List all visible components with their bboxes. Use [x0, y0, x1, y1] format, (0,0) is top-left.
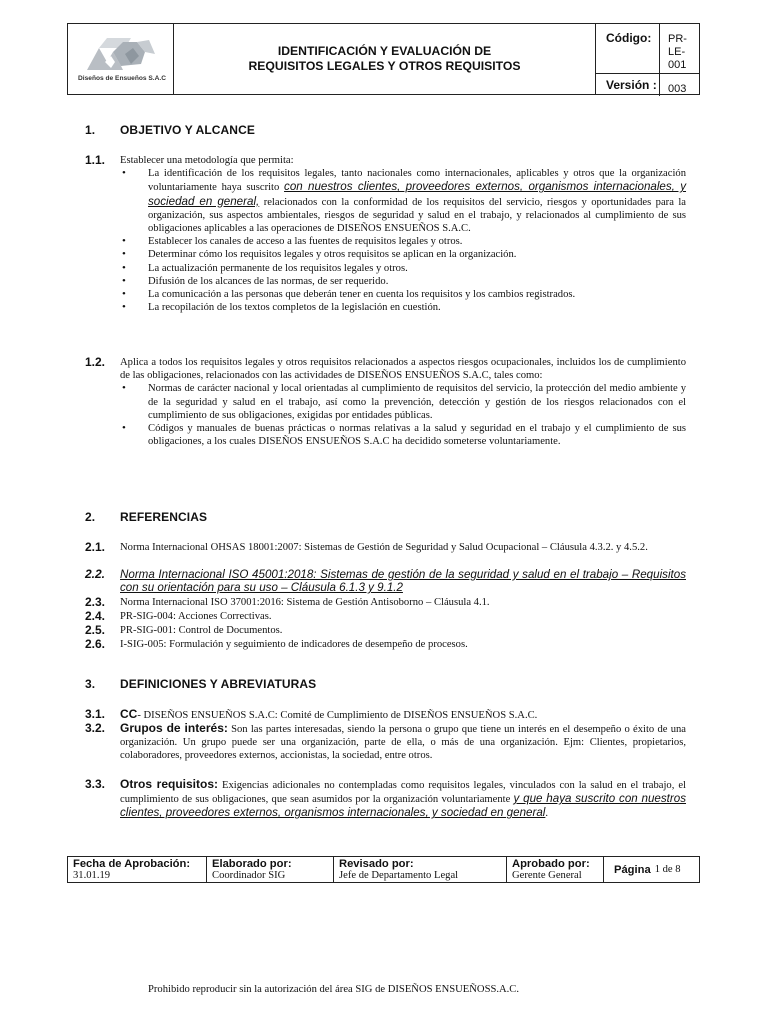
definition-term: Grupos de interés: — [120, 721, 228, 735]
reference-2-1 — [85, 541, 686, 554]
list-item: • Normas de carácter nacional y local orientadas al cumplimiento de requisitos del servicio, la protección del medio ambiente y de la seguridad y salud en el trabajo, así como la prevención, detección y gestión de los riesgos relacionados con el cumplimiento de sus obligaciones, exigidas por entidades públicas. — [120, 382, 686, 422]
document-title — [174, 24, 596, 94]
company-logo-text: Diseños de Ensueños S.A.C — [78, 75, 166, 82]
reference-2-2 — [85, 568, 686, 594]
version-label: Versión : — [596, 74, 660, 96]
clause-intro: Aplica a todos los requisitos legales y otros requisitos relacionados a aspectos riesgos ocupacionales, incluidos los de cumplimiento de las obligaciones, relacionados con las actividades de DISEÑOS ENSUEÑOS S.A.C, tales como: — [120, 357, 686, 382]
section-title: OBJETIVO Y ALCANCE — [120, 123, 255, 137]
scope-list — [120, 382, 686, 448]
reviewed-by-cell: Revisado por: Jefe de Departamento Legal — [334, 857, 507, 882]
company-logo-icon — [85, 38, 157, 70]
section-title: DEFINICIONES Y ABREVIATURAS — [120, 677, 317, 691]
section-1-heading — [85, 124, 255, 137]
section-title: REFERENCIAS — [120, 510, 208, 524]
approved-by-cell: Aprobado por: Gerente General — [507, 857, 604, 882]
reference-2-4 — [85, 610, 686, 623]
reference-2-6 — [85, 638, 686, 651]
reference-number: 2.5. — [85, 623, 106, 637]
definition-number: 3.2. — [85, 721, 106, 735]
document-meta — [596, 24, 699, 94]
reference-text: Norma Internacional ISO 37001:2016: Sistema de Gestión Antisoborno – Cláusula 4.1. — [120, 597, 490, 608]
definition-text: CC- DISEÑOS ENSUEÑOS S.A.C: Comité de Cumplimiento de DISEÑOS ENSUEÑOS S.A.C. — [120, 707, 538, 721]
title-line-1: IDENTIFICACIÓN Y EVALUACIÓN DE — [277, 44, 492, 58]
reference-2-3 — [85, 596, 686, 609]
list-item: • La actualización permanente de los requisitos legales y otros. — [120, 262, 686, 275]
document-header — [67, 23, 700, 95]
reviewed-by: Jefe de Departamento Legal — [339, 870, 459, 881]
code-label: Código: — [596, 24, 660, 73]
reference-text: Norma Internacional ISO 45001:2018: Sistemas de gestión de la seguridad y salud en el trabajo – Requisitos con su orientación para su uso – Cláusula 6.1.3 y 9.1.2 — [120, 568, 686, 595]
clause-1-2 — [85, 356, 686, 448]
reference-2-5 — [85, 624, 686, 637]
approval-date-cell: Fecha de Aprobación: 31.01.19 — [68, 857, 207, 882]
reference-number: 2.4. — [85, 609, 106, 623]
section-3-heading — [85, 678, 316, 691]
prepared-by: Coordinador SIG — [212, 870, 286, 881]
list-item: • La identificación de los requisitos legales, tanto nacionales como internacionales, aplicables y otros que la organización voluntariamente haya suscrito con nuestros clientes, proveedores externos, organismos internacionales, y sociedad en general, relacionados con la conformidad de los requisitos del servicio, riesgos y oportunidades para la organización, sus aspectos ambientales, riesgos de seguridad y salud en el trabajo, y relacionados al cumplimiento de sus obligaciones aplicables a las operaciones de DISEÑOS ENSUEÑOS S.A.C. — [120, 167, 686, 235]
objective-list — [120, 167, 686, 314]
definition-term: CC — [120, 707, 138, 721]
section-2-heading — [85, 511, 207, 524]
reference-number: 2.3. — [85, 595, 106, 609]
definition-number: 3.3. — [85, 777, 106, 791]
version-value: 003 — [668, 82, 687, 95]
list-item: • Determinar cómo los requisitos legales y otros requisitos se aplican en la organización. — [120, 248, 686, 261]
list-item: • Difusión de los alcances de las normas, de ser requerido. — [120, 275, 686, 288]
definition-3-2 — [85, 722, 686, 763]
definition-number: 3.1. — [85, 707, 106, 721]
definition-text: Otros requisitos: Exigencias adicionales no contempladas como requisitos legales, vinculados con la salud en el trabajo, el cumplimiento de sus obligaciones, que sean asumidos por la organización voluntariamente y que haya suscrito con nuestros clientes, proveedores externos, organismos internacionales, y sociedad en general. — [120, 777, 687, 820]
prepared-by-cell: Elaborado por: Coordinador SIG — [207, 857, 334, 882]
list-item: • Códigos y manuales de buenas prácticas o normas relativas a la salud y seguridad en el trabajo y el cumplimiento de sus obligaciones, a los cuales DISEÑOS ENSUEÑOS S.A.C ha decidido someterse voluntariamente. — [120, 422, 686, 448]
page-number: 1 de 8 — [654, 863, 681, 875]
approval-table — [67, 856, 700, 883]
clause-intro: Establecer una metodología que permita: — [120, 155, 294, 166]
definition-term-2: DISEÑOS ENSUEÑOS S.A.C: — [143, 710, 278, 721]
definition-term: Otros requisitos: — [120, 777, 219, 791]
definition-text: Grupos de interés: Son las partes interesadas, siendo la persona o grupo que tiene un interés en el desempeño o éxito de una organización. Un grupo puede ser una organización, parte de ella, o más de una organización. Ejm: Clientes, propietarios, colaboradores, proveedores externos, accionistas, la sociedad, entre otros. — [120, 721, 686, 762]
list-item: • La recopilación de los textos completos de la legislación en cuestión. — [120, 301, 686, 314]
clause-number: 1.1. — [85, 153, 106, 167]
page-number-cell: Página 1 de 8 — [614, 863, 681, 876]
reference-text: Norma Internacional OHSAS 18001:2007: Sistemas de Gestión de Seguridad y Salud Ocupacional – Cláusula 4.3.2. y 4.5.2. — [120, 542, 648, 553]
logo-cell — [68, 24, 174, 94]
reference-text: PR-SIG-001: Control de Documentos. — [120, 625, 283, 636]
reference-number: 2.1. — [85, 540, 106, 554]
list-item: • La comunicación a las personas que deberán tener en cuenta los requisitos y los cambios registrados. — [120, 288, 686, 301]
clause-number: 1.2. — [85, 355, 106, 369]
section-number: 3. — [85, 677, 96, 691]
reference-number: 2.2. — [85, 567, 106, 581]
approval-date: 31.01.19 — [73, 870, 111, 881]
approved-by: Gerente General — [512, 870, 582, 881]
title-line-2: REQUISITOS LEGALES Y OTROS REQUISITOS — [248, 59, 521, 73]
reference-text: I-SIG-005: Formulación y seguimiento de indicadores de desempeño de procesos. — [120, 639, 468, 650]
clause-1-1 — [85, 154, 686, 314]
code-value: PR-LE-001 — [668, 33, 687, 72]
definition-3-3 — [85, 778, 686, 821]
section-number: 2. — [85, 510, 96, 524]
reproduction-notice: Prohibido reproducir sin la autorización del área SIG de DISEÑOS ENSUEÑOSS.A.C. — [148, 984, 520, 995]
list-item: • Establecer los canales de acceso a las fuentes de requisitos legales y otros. — [120, 235, 686, 248]
section-number: 1. — [85, 123, 96, 137]
reference-text: PR-SIG-004: Acciones Correctivas. — [120, 611, 272, 622]
reference-number: 2.6. — [85, 637, 106, 651]
